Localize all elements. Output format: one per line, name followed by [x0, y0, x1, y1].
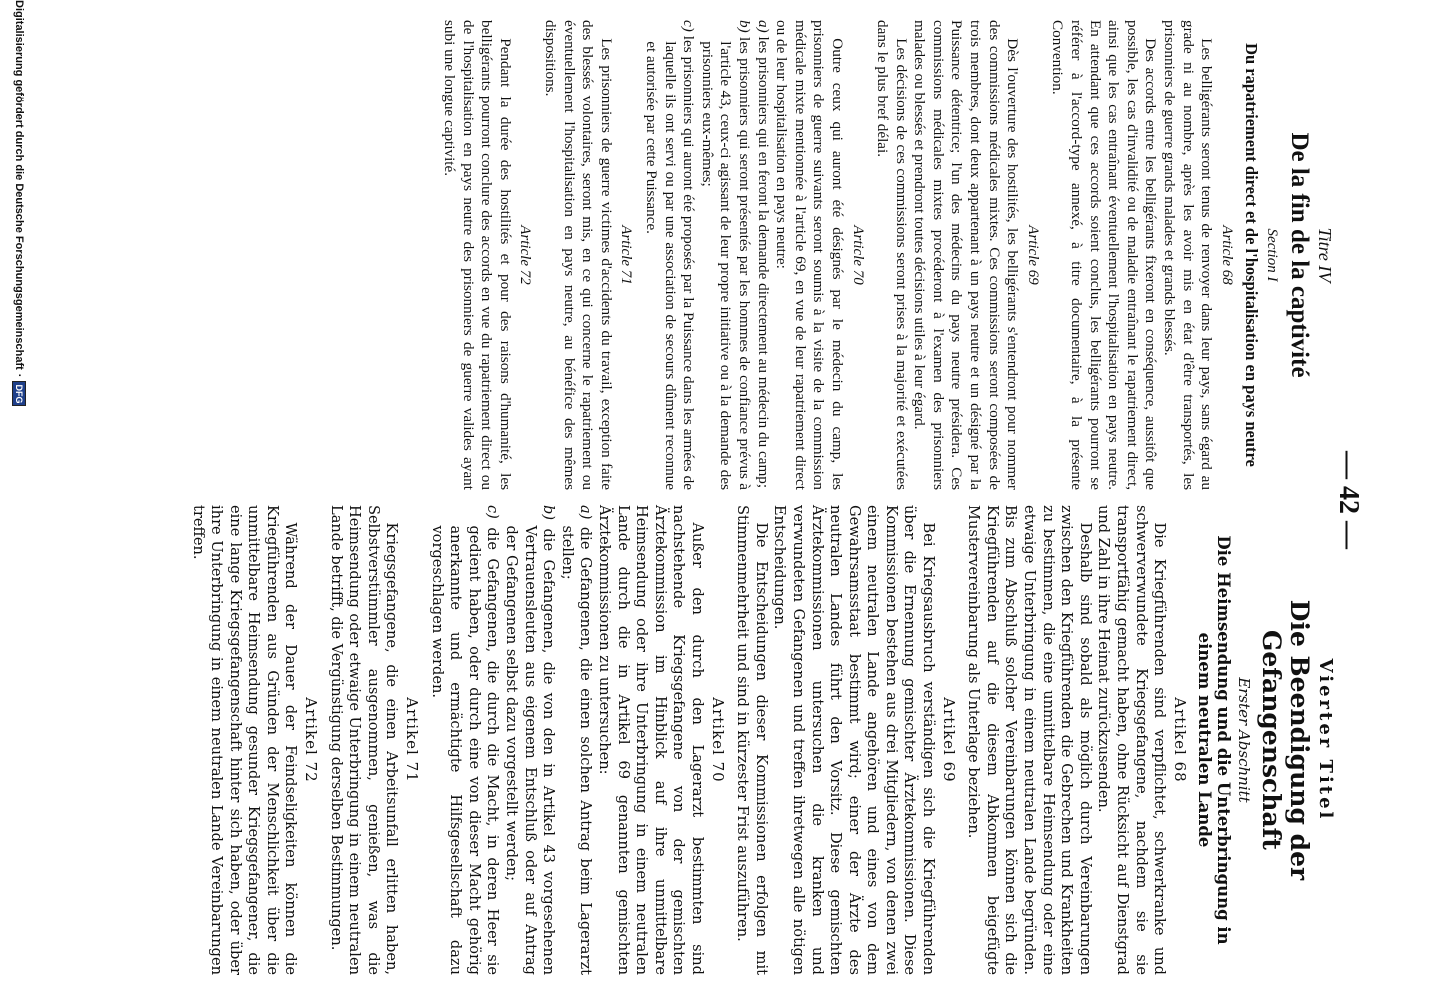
- item-letter: a): [754, 20, 772, 33]
- french-column: [439, 20, 1334, 490]
- page-number: — 42 —: [1333, 451, 1364, 549]
- article-paragraph: Dès l'ouverture des hostilités, les belligérants s'entendront pour nommer des commissions médicales mixtes. Ces commissions seront composées de trois membres, dont deux appartenant à un pays neutre et un désigné par la Puissance détentrice; l'un des médecins du pays neutre présidera. Ces commissions médicales mixtes procéderont à l'examen des prisonniers malades ou blessés et prendront toutes décisions utiles à leur égard.: [911, 20, 1022, 490]
- article-label: Article 68: [1218, 225, 1235, 285]
- item-text: die Gefangenen, die einen solchen Antrag beim Lagerarzt stellen;: [558, 525, 595, 975]
- item-text: les prisonniers qui en feront la demande directement au médecin du camp;: [754, 36, 772, 489]
- article-label: Article 72: [517, 225, 534, 285]
- article-item: [557, 505, 595, 975]
- article-label: Artikel 70: [708, 697, 727, 783]
- item-text: les prisonniers qui auront été proposés par la Puissance dans les armées de laquelle ils ont servi ou par une association de secours dûment reconnue et autorisée par cette Puissance.: [643, 35, 698, 491]
- digitization-footer: [12, 0, 26, 1000]
- article-paragraph: Les décisions de ces commissions seront prises à la majorité et exécutées dans le plus bref délai.: [874, 20, 910, 490]
- article-label: Artikel 71: [403, 697, 422, 783]
- article-paragraph: Bei Kriegsausbruch verständigen sich die Kriegführenden über die Ernennung gemischter Ärztekommissionen. Diese Kommissionen bestehen aus drei Mitgliedern, von denen zwei einem neutralen Lande angehören und eines von dem Gewahrsamsstaat bestimmt wird; einer der Ärzte des neutralen Landes führt den Vorsitz. Diese gemischten Ärztekommissionen untersuchen die kranken und verwundeten Gefangenen und treffen ihretwegen alle nötigen Entscheidungen.: [771, 505, 938, 975]
- article-item-list: [641, 20, 771, 490]
- part-title: Vierter Titel: [1315, 658, 1336, 822]
- section-heading: Du rapatriement direct et de l'hospitalisation en pays neutre: [1241, 43, 1261, 467]
- article-paragraph: Les belligérants seront tenus de renvoyer dans leur pays, sans égard au grade ni au nombre, après les avoir mis en état d'être transportés, les prisonniers de guerre grands malades et grands blessés.: [1161, 20, 1216, 490]
- article-paragraph: Während der Dauer der Feindseligkeiten können die Kriegführenden aus Gründen der Menschlichkeit über die unmittelbare Heimsendung gesunder Kriegsgefangener, die eine lange Kriegsgefangenschaft hinter sich haben, oder über ihre Unterbringung in einem neutralen Lande Vereinbarungen treffen.: [189, 505, 300, 975]
- item-letter: c): [680, 20, 698, 32]
- section-label: Erster Abschnitt: [1235, 677, 1254, 803]
- article-label: Artikel 68: [1170, 697, 1189, 783]
- article-item-list: [427, 505, 594, 975]
- article-item: [753, 20, 772, 490]
- article-paragraph: Die Kriegführenden sind verpflichtet, schwerkranke und schwerverwundete Kriegsgefangene, nachdem sie sie transportfähig gemacht haben, ohne Rücksicht auf Dienstgrad und Zahl in ihre Heimat zurückzusenden.: [1095, 505, 1169, 975]
- article-label: Article 70: [849, 225, 866, 285]
- article-label: Article 69: [1024, 225, 1041, 285]
- section-label: Section I: [1264, 228, 1281, 282]
- article-label: Artikel 69: [939, 697, 958, 783]
- article-paragraph: Die Entscheidungen dieser Kommissionen erfolgen mit Stimmenmehrheit und sind in kürzester Frist auszuführen.: [734, 505, 770, 975]
- item-text: die Gefangenen, die durch die Macht, in deren Heer sie gedient haben, oder durch eine von dieser Macht gehörig anerkannte und ermächtigte Hilfsgesellschaft dazu vorgeschlagen werden.: [428, 525, 502, 975]
- item-text: les prisonniers qui seront présentés par les hommes de confiance prévus à l'article 43, ceux-ci agissant de leur propre initiative ou à la demande des prisonniers eux-mêmes;: [698, 36, 753, 491]
- article-paragraph: Deshalb sind sobald als möglich durch Vereinbarungen zwischen den Kriegführenden die Gebrechen und Krankheiten zu bestimmen, die eine unmittelbare Heimsendung oder eine etwaige Unterbringung in einem neutralen Lande begründen. Bis zum Abschluß solcher Vereinbarungen können sich die Kriegführenden auf die diesem Abkommen beigefügte Mustervereinbarung als Unterlage beziehen.: [965, 505, 1094, 975]
- part-subtitle: Die Beendigung der Gefangenschaft: [1257, 599, 1315, 881]
- article-item: [501, 505, 558, 975]
- item-letter: a): [577, 505, 595, 520]
- part-subtitle: De la fin de la captivité: [1286, 132, 1314, 378]
- item-letter: b): [540, 505, 558, 521]
- article-paragraph: Pendant la durée des hostilités et pour des raisons d'humanité, les belligérants pourront conclure des accords en vue du rapatriement direct ou de l'hospitalisation en pays neutre des prisonniers de guerre valides ayant subi une longue captivité.: [441, 20, 514, 490]
- footer-text: Digitalisierung gefördert durch die Deutsche Forschungsgemeinschaft: [13, 0, 25, 370]
- item-letter: c): [484, 505, 502, 519]
- article-item: [641, 20, 698, 491]
- article-item: [697, 20, 753, 491]
- dfg-logo: DFG: [12, 381, 26, 406]
- german-column: [188, 505, 1334, 975]
- item-letter: b): [735, 20, 753, 33]
- article-item: [427, 505, 502, 975]
- article-label: Article 71: [618, 225, 635, 285]
- part-title: Titre IV: [1315, 227, 1335, 283]
- footer-separator: ·: [13, 373, 25, 378]
- article-label: Artikel 72: [302, 697, 321, 783]
- article-paragraph: Outre ceux qui auront été désignés par le médecin du camp, les prisonniers de guerre suivants seront soumis à la visite de la commission médicale mixte mentionnée à l'article 69, en vue de leur rapatriement direct ou de leur hospitalisation en pays neutre:: [773, 20, 846, 490]
- item-space: [577, 519, 594, 526]
- item-text: die Gefangenen, die von den in Artikel 43 vorgesehenen Vertrauensleuten aus eigenem Entschluß oder auf Antrag der Gefangenen selbst dazu vorgestellt werden;: [503, 525, 558, 975]
- section-heading: Die Heimsendung und die Unterbringung in einem neutralen Lande: [1194, 535, 1233, 945]
- article-paragraph: Kriegsgefangene, die einen Arbeitsunfall erlitten haben, Selbstverstümmler ausgenommen, genießen, was die Heimsendung oder etwaige Unterbringung in einem neutralen Lande betrifft, die Vergünstigung derselben Bestimmungen.: [327, 505, 401, 975]
- article-paragraph: Les prisonniers de guerre victimes d'accidents du travail, exception faite des blessés volontaires, seront mis, en ce qui concerne le rapatriement ou éventuellement l'hospitalisation en pays neutre, au bénéfice des mêmes dispositions.: [542, 20, 615, 490]
- article-paragraph: Außer den durch den Lagerarzt bestimmten sind nachstehende Kriegsgefangene von der gemischten Ärztekommission im Hinblick auf ihre unmittelbare Heimsendung oder ihre Unterbringung in einem neutralen Lande durch die in Artikel 69 genannten gemischten Ärztekommissionen zu untersuchen:: [596, 505, 706, 975]
- article-paragraph: Des accords entre les belligérants fixeront en conséquence, aussitôt que possible, les cas d'invalidité ou de maladie entraînant le rapatriement direct, ainsi que les cas entraînant éventuellement l'hospitalisation en pays neutre. En attendant que ces accords soient conclus, les belligérants pourront se référer à l'accord-type annexé, à titre documentaire, à la présente Convention.: [1049, 20, 1160, 490]
